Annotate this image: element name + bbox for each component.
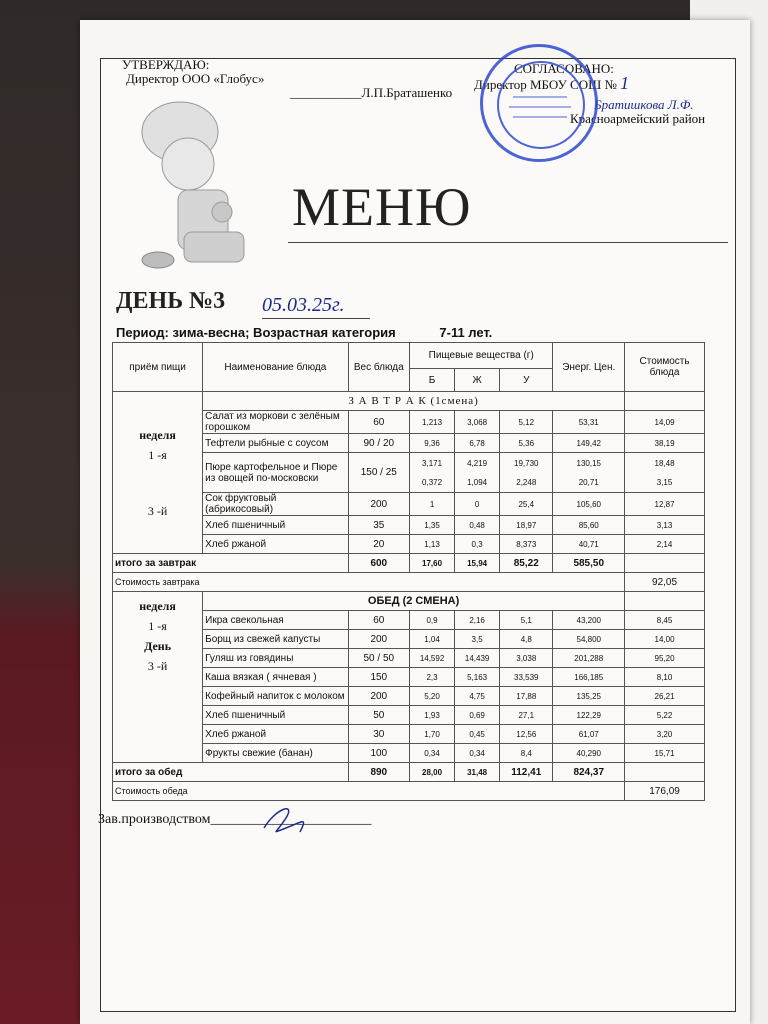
col-nutrients: Пищевые вещества (г) bbox=[410, 343, 553, 369]
side-week: неделя bbox=[139, 427, 176, 442]
side-week: неделя bbox=[139, 599, 176, 613]
period-text: Период: зима-весна; Возрастная категория bbox=[116, 325, 396, 340]
dish-energy: 53,31 bbox=[553, 411, 625, 434]
menu-table bbox=[112, 342, 705, 801]
chef-illustration bbox=[122, 92, 262, 282]
approve-signature-line: ___________Л.П.Браташенко bbox=[290, 85, 453, 100]
breakfast-total-b: 17,60 bbox=[410, 554, 455, 573]
dish-name: Хлеб пшеничный bbox=[203, 516, 348, 535]
dish-energy: 40,290 bbox=[553, 744, 625, 763]
dish-weight: 200 bbox=[348, 630, 409, 649]
dish-cost: 26,21 bbox=[625, 687, 705, 706]
dish-name: Гуляш из говядины bbox=[203, 649, 348, 668]
dish-energy: 105,60 bbox=[553, 493, 625, 516]
dish-name: Хлеб ржаной bbox=[203, 725, 348, 744]
lunch-total-u: 112,41 bbox=[500, 763, 553, 782]
dish-energy: 122,29 bbox=[553, 706, 625, 725]
breakfast-section-title: З А В Т Р А К (1смена) bbox=[203, 392, 625, 411]
dish-fat: 5,163 bbox=[455, 668, 500, 687]
dish-weight: 150 / 25 bbox=[348, 453, 409, 493]
breakfast-total-label: итого за завтрак bbox=[113, 554, 349, 573]
dish-name: Борщ из свежей капусты bbox=[203, 630, 348, 649]
dish-carbs: 12,56 bbox=[500, 725, 553, 744]
day-date: 05.03.25г. bbox=[262, 294, 345, 316]
col-dish: Наименование блюда bbox=[203, 343, 348, 392]
dish-protein: 1,93 bbox=[410, 706, 455, 725]
lunch-side-label bbox=[113, 592, 203, 763]
dish-weight: 60 bbox=[348, 411, 409, 434]
dish-energy: 166,185 bbox=[553, 668, 625, 687]
dish-fat: 6,78 bbox=[455, 434, 500, 453]
dish-cost: 3,13 bbox=[625, 516, 705, 535]
agreed-signature: Братишкова Л.Ф. bbox=[594, 97, 694, 112]
breakfast-total-u: 85,22 bbox=[500, 554, 553, 573]
dish-cost: 5,22 bbox=[625, 706, 705, 725]
dish-fat: 3,068 bbox=[455, 411, 500, 434]
dish-fat: 0,69 bbox=[455, 706, 500, 725]
breakfast-cost-label: Стоимость завтрака bbox=[113, 573, 625, 592]
dish-protein: 0,9 bbox=[410, 611, 455, 630]
dish-fat: 0,45 bbox=[455, 725, 500, 744]
col-meal: приём пищи bbox=[113, 343, 203, 392]
dish-carbs: 5,12 bbox=[500, 411, 553, 434]
dish-energy: 149,42 bbox=[553, 434, 625, 453]
dish-energy-secondary: 20,71 bbox=[578, 477, 599, 487]
lunch-total-energy: 824,37 bbox=[553, 763, 625, 782]
dish-protein: 9,36 bbox=[410, 434, 455, 453]
date-underline bbox=[262, 318, 370, 319]
dish-cost: 12,87 bbox=[625, 493, 705, 516]
dish-carbs bbox=[500, 453, 553, 493]
lunch-total-b: 28,00 bbox=[410, 763, 455, 782]
col-u: У bbox=[500, 369, 553, 392]
dish-cost-secondary: 3,15 bbox=[656, 477, 673, 487]
col-zh: Ж bbox=[455, 369, 500, 392]
breakfast-cost-total: 92,05 bbox=[625, 573, 705, 592]
dish-fat: 0,48 bbox=[455, 516, 500, 535]
dish-protein: 1,04 bbox=[410, 630, 455, 649]
dish-carbs-primary: 19,730 bbox=[514, 458, 539, 468]
dish-cost: 15,71 bbox=[625, 744, 705, 763]
side-week-num: 1 -я bbox=[148, 447, 167, 462]
approve-label: УТВЕРЖДАЮ: bbox=[122, 57, 210, 72]
dish-carbs: 8,373 bbox=[500, 535, 553, 554]
dish-protein: 1,13 bbox=[410, 535, 455, 554]
dish-carbs: 25,4 bbox=[500, 493, 553, 516]
dish-fat: 4,75 bbox=[455, 687, 500, 706]
breakfast-section-row bbox=[113, 392, 705, 411]
col-b: Б bbox=[410, 369, 455, 392]
dish-weight: 150 bbox=[348, 668, 409, 687]
dish-protein: 0,34 bbox=[410, 744, 455, 763]
table-header-row bbox=[113, 343, 705, 369]
side-day-num: 3 -й bbox=[147, 503, 168, 518]
breakfast-total-zh: 15,94 bbox=[455, 554, 500, 573]
dish-carbs: 4,8 bbox=[500, 630, 553, 649]
col-weight: Вес блюда bbox=[348, 343, 409, 392]
dish-name: Хлеб пшеничный bbox=[203, 706, 348, 725]
dish-carbs: 5,1 bbox=[500, 611, 553, 630]
dish-energy: 201,288 bbox=[553, 649, 625, 668]
dish-protein: 1,35 bbox=[410, 516, 455, 535]
age-range: 7-11 лет. bbox=[439, 325, 493, 340]
dish-name: Каша вязкая ( ячневая ) bbox=[203, 668, 348, 687]
handwritten-signature bbox=[256, 798, 316, 838]
dish-protein: 2,3 bbox=[410, 668, 455, 687]
footer-signature-line: _______________________ bbox=[210, 812, 372, 827]
dish-fat: 3,5 bbox=[455, 630, 500, 649]
dish-carbs: 17,88 bbox=[500, 687, 553, 706]
dish-name: Фрукты свежие (банан) bbox=[203, 744, 348, 763]
dish-weight: 100 bbox=[348, 744, 409, 763]
lunch-total-label: итого за обед bbox=[113, 763, 349, 782]
side-day-num: 3 -й bbox=[147, 659, 168, 673]
dish-fat-primary: 4,219 bbox=[467, 458, 488, 468]
dish-name: Пюре картофельное и Пюре из овощей по-московски bbox=[203, 453, 348, 493]
official-stamp bbox=[480, 44, 598, 162]
dish-weight: 60 bbox=[348, 611, 409, 630]
dish-weight: 50 / 50 bbox=[348, 649, 409, 668]
dish-protein: 5,20 bbox=[410, 687, 455, 706]
dish-energy: 43,200 bbox=[553, 611, 625, 630]
page-title: МЕНЮ bbox=[292, 177, 472, 237]
lunch-cost-total: 176,09 bbox=[625, 782, 705, 801]
dish-energy: 135,25 bbox=[553, 687, 625, 706]
breakfast-total-weight: 600 bbox=[348, 554, 409, 573]
dish-cost: 95,20 bbox=[625, 649, 705, 668]
dish-cost: 14,09 bbox=[625, 411, 705, 434]
dish-name: Кофейный напиток с молоком bbox=[203, 687, 348, 706]
dish-energy: 40,71 bbox=[553, 535, 625, 554]
dish-energy bbox=[553, 453, 625, 493]
dish-protein: 1,70 bbox=[410, 725, 455, 744]
dish-weight: 200 bbox=[348, 687, 409, 706]
dish-cost: 38,19 bbox=[625, 434, 705, 453]
side-day: День bbox=[144, 639, 172, 653]
dish-carbs: 3,038 bbox=[500, 649, 553, 668]
dish-name: Икра свекольная bbox=[203, 611, 348, 630]
side-week-num: 1 -я bbox=[148, 619, 167, 633]
dish-weight: 200 bbox=[348, 493, 409, 516]
lunch-total-zh: 31,48 bbox=[455, 763, 500, 782]
dish-fat-secondary: 1,094 bbox=[467, 477, 488, 487]
dish-fat: 14,439 bbox=[455, 649, 500, 668]
col-energy: Энерг. Цен. bbox=[553, 343, 625, 392]
dish-weight: 90 / 20 bbox=[348, 434, 409, 453]
dish-fat: 2,16 bbox=[455, 611, 500, 630]
agreed-district: Красноармейский район bbox=[570, 111, 706, 126]
dish-cost: 8,10 bbox=[625, 668, 705, 687]
breakfast-total-energy: 585,50 bbox=[553, 554, 625, 573]
dish-carbs: 5,36 bbox=[500, 434, 553, 453]
dish-fat: 0 bbox=[455, 493, 500, 516]
dish-weight: 30 bbox=[348, 725, 409, 744]
dish-name: Тефтели рыбные с соусом bbox=[203, 434, 348, 453]
footer bbox=[98, 812, 372, 828]
dish-cost bbox=[625, 453, 705, 493]
dish-protein-secondary: 0,372 bbox=[422, 477, 443, 487]
agreed-position: Директор МБОУ СОШ № bbox=[474, 77, 617, 92]
dish-protein: 1 bbox=[410, 493, 455, 516]
dish-cost: 2,14 bbox=[625, 535, 705, 554]
breakfast-side-label bbox=[113, 392, 203, 554]
dish-carbs: 33,539 bbox=[500, 668, 553, 687]
period-line bbox=[116, 325, 492, 340]
dish-protein: 1,213 bbox=[410, 411, 455, 434]
dish-protein bbox=[410, 453, 455, 493]
col-cost: Стоимость блюда bbox=[625, 343, 705, 392]
dish-protein: 14,592 bbox=[410, 649, 455, 668]
day-label: ДЕНЬ №3 bbox=[116, 288, 226, 314]
dish-name: Хлеб ржаной bbox=[203, 535, 348, 554]
dish-cost: 8,45 bbox=[625, 611, 705, 630]
dish-weight: 50 bbox=[348, 706, 409, 725]
lunch-total-row bbox=[113, 763, 705, 782]
dish-carbs: 8,4 bbox=[500, 744, 553, 763]
agreed-school-number: 1 bbox=[620, 73, 630, 93]
dish-name: Салат из моркови с зелёным горошком bbox=[203, 411, 348, 434]
dish-protein-primary: 3,171 bbox=[422, 458, 443, 468]
dish-energy: 54,800 bbox=[553, 630, 625, 649]
dish-energy: 61,07 bbox=[553, 725, 625, 744]
title-underline bbox=[288, 242, 728, 243]
lunch-cost-label: Стоимость обеда bbox=[113, 782, 625, 801]
footer-label: Зав.производством bbox=[98, 812, 211, 827]
dish-carbs-secondary: 2,248 bbox=[516, 477, 537, 487]
dish-fat: 0,3 bbox=[455, 535, 500, 554]
breakfast-total-row bbox=[113, 554, 705, 573]
stamp-lines bbox=[483, 47, 595, 159]
dish-cost: 14,00 bbox=[625, 630, 705, 649]
dish-fat: 0,34 bbox=[455, 744, 500, 763]
dish-name: Сок фруктовый (абрикосовый) bbox=[203, 493, 348, 516]
breakfast-cost-row bbox=[113, 573, 705, 592]
dish-cost: 3,20 bbox=[625, 725, 705, 744]
dish-energy: 85,60 bbox=[553, 516, 625, 535]
dish-fat bbox=[455, 453, 500, 493]
dish-weight: 35 bbox=[348, 516, 409, 535]
dish-cost-primary: 18,48 bbox=[654, 458, 675, 468]
agreed-label: СОГЛАСОВАНО: bbox=[514, 61, 614, 76]
approve-position: Директор ООО «Глобус» bbox=[126, 71, 265, 86]
lunch-cost-row bbox=[113, 782, 705, 801]
lunch-section-row bbox=[113, 592, 705, 611]
dish-weight: 20 bbox=[348, 535, 409, 554]
dish-carbs: 18,97 bbox=[500, 516, 553, 535]
lunch-section-title: ОБЕД (2 СМЕНА) bbox=[203, 592, 625, 611]
dish-carbs: 27,1 bbox=[500, 706, 553, 725]
lunch-total-weight: 890 bbox=[348, 763, 409, 782]
dish-energy-primary: 130,15 bbox=[576, 458, 601, 468]
